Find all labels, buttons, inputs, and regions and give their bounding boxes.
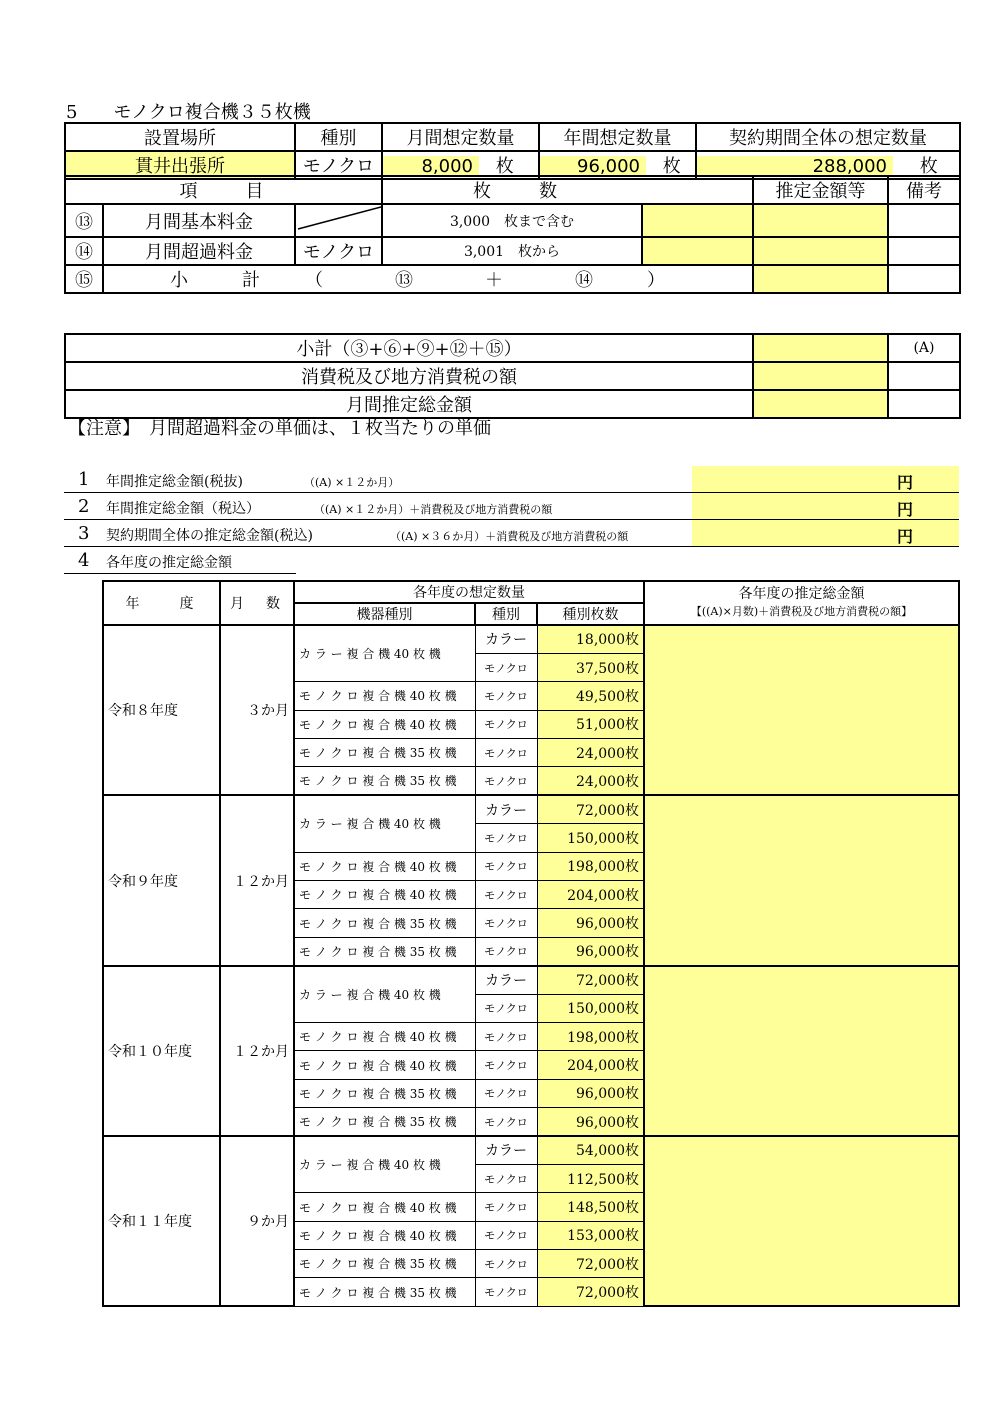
kind-cell: モノクロ [475, 739, 537, 767]
summary-monthly-total-value[interactable] [753, 390, 888, 418]
months-label: １２か月 [220, 795, 294, 965]
kind-cell: モノクロ [475, 710, 537, 738]
row-13-count: 3,000 枚まで含む [382, 204, 642, 237]
device-type-cell: モ ノ ク ロ 複 合 機 40 枚 機 [294, 852, 475, 880]
header-kind-count: 種別枚数 [537, 603, 644, 625]
device-type-cell: モ ノ ク ロ 複 合 機 35 枚 機 [294, 767, 475, 795]
device-type-cell: カ ラ ー 複 合 機 40 枚 機 [294, 1136, 475, 1193]
year-row [103, 625, 959, 653]
summary-subtotal-value[interactable] [753, 334, 888, 362]
kind-count-cell: 96,000枚 [537, 909, 644, 937]
row-14-unit-price[interactable] [642, 237, 753, 265]
kind-cell: モノクロ [475, 653, 537, 681]
device-type-cell: モ ノ ク ロ 複 合 機 40 枚 機 [294, 1051, 475, 1079]
kind-cell: モノクロ [475, 1164, 537, 1192]
year-label: 令和９年度 [103, 795, 220, 965]
kind-cell: モノクロ [475, 824, 537, 852]
item-4-underline [64, 573, 296, 574]
header-type: 種別 [295, 123, 382, 151]
header-device-type: 機器種別 [294, 603, 475, 625]
device-type-cell: モ ノ ク ロ 複 合 機 35 枚 機 [294, 1250, 475, 1278]
row-15-label: 小 計 （ ⑬ ＋ ⑭ ） [103, 265, 753, 293]
row-13-no: ⑬ [65, 204, 103, 237]
yen-label: 円 [896, 473, 913, 492]
summary-monthly-total-label: 月間推定総金額 [65, 390, 753, 418]
device-type-cell: モ ノ ク ロ 複 合 機 40 枚 機 [294, 1193, 475, 1221]
kind-count-cell: 72,000枚 [537, 966, 644, 994]
device-type-cell: モ ノ ク ロ 複 合 機 35 枚 機 [294, 1079, 475, 1107]
device-type-cell: カ ラ ー 複 合 機 40 枚 機 [294, 625, 475, 682]
kind-cell: モノクロ [475, 881, 537, 909]
row-13-name: 月間基本料金 [103, 204, 295, 237]
year-estimate-cell[interactable] [644, 625, 959, 795]
kind-count-cell: 150,000枚 [537, 824, 644, 852]
row-14-no: ⑭ [65, 237, 103, 265]
device-type-cell: モ ノ ク ロ 複 合 機 40 枚 機 [294, 1221, 475, 1249]
kind-count-cell: 96,000枚 [537, 1108, 644, 1136]
kind-count-cell: 24,000枚 [537, 739, 644, 767]
header-months: 月 数 [220, 581, 294, 625]
kind-count-cell: 204,000枚 [537, 881, 644, 909]
kind-count-cell: 72,000枚 [537, 1250, 644, 1278]
type-value: モノクロ [295, 151, 382, 179]
header-kind: 種別 [475, 603, 537, 625]
device-type-cell: カ ラ ー 複 合 機 40 枚 機 [294, 795, 475, 852]
kind-count-cell: 49,500枚 [537, 682, 644, 710]
kind-cell: モノクロ [475, 1079, 537, 1107]
kind-cell: モノクロ [475, 1022, 537, 1050]
year-label: 令和１０年度 [103, 966, 220, 1136]
year-row [103, 1136, 959, 1164]
kind-cell: モノクロ [475, 1250, 537, 1278]
kind-count-cell: 153,000枚 [537, 1221, 644, 1249]
header-location: 設置場所 [65, 123, 295, 151]
months-label: ３か月 [220, 625, 294, 795]
row-14-remarks[interactable] [888, 237, 960, 265]
header-estimate: 推定金額等 [753, 176, 888, 204]
year-table [102, 580, 960, 1307]
months-label: ９か月 [220, 1136, 294, 1306]
kind-count-cell: 18,000枚 [537, 625, 644, 653]
year-estimate-cell[interactable] [644, 1136, 959, 1306]
annual-item-1-value[interactable] [692, 466, 959, 492]
monthly-qty-value[interactable]: 8,000 [383, 156, 479, 177]
device-type-cell: モ ノ ク ロ 複 合 機 40 枚 機 [294, 881, 475, 909]
annual-item-1: 1 年間推定総金額(税抜) （(A) ×１２か月） 円 [64, 466, 959, 493]
kind-cell: カラー [475, 795, 537, 823]
row-15-no: ⑮ [65, 265, 103, 293]
kind-count-cell: 96,000枚 [537, 937, 644, 965]
summary-monthly-total-note [888, 390, 960, 418]
kind-count-cell: 96,000枚 [537, 1079, 644, 1107]
kind-cell: モノクロ [475, 994, 537, 1022]
kind-count-cell: 150,000枚 [537, 994, 644, 1022]
summary-table [64, 333, 961, 419]
row-13-type-slash [295, 204, 382, 237]
kind-cell: モノクロ [475, 767, 537, 795]
device-type-cell: カ ラ ー 複 合 機 40 枚 機 [294, 966, 475, 1023]
kind-cell: モノクロ [475, 1193, 537, 1221]
annual-qty-value[interactable]: 96,000 [540, 156, 646, 177]
annual-qty-unit: 枚 [662, 156, 681, 177]
diagonal-slash [296, 205, 382, 231]
total-qty-value[interactable]: 288,000 [697, 156, 893, 177]
device-type-cell: モ ノ ク ロ 複 合 機 40 枚 機 [294, 682, 475, 710]
kind-cell: モノクロ [475, 909, 537, 937]
device-type-cell: モ ノ ク ロ 複 合 機 35 枚 機 [294, 937, 475, 965]
row-13-remarks[interactable] [888, 204, 960, 237]
annual-item-3: 3 契約期間全体の推定総金額(税込) （(A) ×３６か月）＋消費税及び地方消費税の額 円 [64, 520, 959, 547]
kind-cell: カラー [475, 966, 537, 994]
year-label: 令和８年度 [103, 625, 220, 795]
kind-count-cell: 198,000枚 [537, 1022, 644, 1050]
yen-label: 円 [896, 527, 913, 546]
device-type-cell: モ ノ ク ロ 複 合 機 35 枚 機 [294, 1278, 475, 1306]
installation-table [64, 122, 961, 180]
row-14-name: 月間超過料金 [103, 237, 295, 265]
header-year: 年 度 [103, 581, 220, 625]
kind-count-cell: 198,000枚 [537, 852, 644, 880]
kind-cell: カラー [475, 625, 537, 653]
year-estimate-cell[interactable] [644, 966, 959, 1136]
year-row [103, 795, 959, 823]
device-type-cell: モ ノ ク ロ 複 合 機 40 枚 機 [294, 710, 475, 738]
kind-count-cell: 24,000枚 [537, 767, 644, 795]
header-total-qty: 契約期間全体の想定数量 [696, 123, 960, 151]
annual-item-2-value[interactable] [692, 493, 959, 519]
header-monthly-qty: 月間想定数量 [382, 123, 539, 151]
kind-count-cell: 204,000枚 [537, 1051, 644, 1079]
row-13-unit-price[interactable] [642, 204, 753, 237]
summary-subtotal-note: (A) [888, 334, 960, 362]
row-14-count: 3,001 枚から [382, 237, 642, 265]
kind-cell: モノクロ [475, 1221, 537, 1249]
kind-count-cell: 72,000枚 [537, 795, 644, 823]
summary-subtotal-label: 小計（③+⑥+⑨+⑫＋⑮） [65, 334, 753, 362]
kind-cell: モノクロ [475, 682, 537, 710]
kind-cell: モノクロ [475, 1278, 537, 1306]
header-item: 項 目 [65, 176, 382, 204]
item-table [64, 175, 961, 294]
summary-tax-label: 消費税及び地方消費税の額 [65, 362, 753, 390]
kind-cell: モノクロ [475, 852, 537, 880]
annual-items [64, 466, 959, 573]
header-count: 枚 数 [382, 176, 753, 204]
kind-count-cell: 148,500枚 [537, 1193, 644, 1221]
device-type-cell: モ ノ ク ロ 複 合 機 35 枚 機 [294, 909, 475, 937]
kind-count-cell: 37,500枚 [537, 653, 644, 681]
row-15-remarks[interactable] [888, 265, 960, 293]
annual-item-3-value[interactable] [692, 520, 959, 546]
location-value[interactable]: 貫井出張所 [65, 151, 295, 179]
row-15-estimate[interactable] [753, 265, 888, 293]
device-type-cell: モ ノ ク ロ 複 合 機 35 枚 機 [294, 1108, 475, 1136]
year-label: 令和１１年度 [103, 1136, 220, 1306]
kind-cell: モノクロ [475, 1108, 537, 1136]
header-estimate: 各年度の推定総金額 [738, 586, 865, 602]
header-expected-qty: 各年度の想定数量 [294, 581, 644, 603]
summary-tax-value[interactable] [753, 362, 888, 390]
header-estimate-note: 【((A)×月数)＋消費税及び地方消費税の額】 [690, 605, 913, 618]
total-qty-unit: 枚 [919, 156, 938, 177]
kind-cell: モノクロ [475, 1051, 537, 1079]
annual-item-4: 4 各年度の推定総金額 [64, 547, 959, 573]
kind-count-cell: 112,500枚 [537, 1164, 644, 1192]
notice-text: 【注意】 月間超過料金の単価は、１枚当たりの単価 [68, 418, 491, 439]
annual-item-2: 2 年間推定総金額（税込） （(A) ×１２か月）＋消費税及び地方消費税の額 円 [64, 493, 959, 520]
kind-count-cell: 51,000枚 [537, 710, 644, 738]
year-table-body [103, 625, 959, 1306]
section-title: 5 モノクロ複合機３５枚機 [66, 102, 311, 123]
row-14-estimate[interactable] [753, 237, 888, 265]
summary-tax-note [888, 362, 960, 390]
row-14-type: モノクロ [295, 237, 382, 265]
monthly-qty-unit: 枚 [495, 156, 514, 177]
year-estimate-cell[interactable] [644, 795, 959, 965]
kind-cell: モノクロ [475, 937, 537, 965]
kind-count-cell: 72,000枚 [537, 1278, 644, 1306]
header-annual-qty: 年間想定数量 [539, 123, 696, 151]
device-type-cell: モ ノ ク ロ 複 合 機 35 枚 機 [294, 739, 475, 767]
months-label: １２か月 [220, 966, 294, 1136]
year-row [103, 966, 959, 994]
row-13-estimate[interactable] [753, 204, 888, 237]
kind-cell: カラー [475, 1136, 537, 1164]
header-remarks: 備考 [888, 176, 960, 204]
device-type-cell: モ ノ ク ロ 複 合 機 40 枚 機 [294, 1022, 475, 1050]
yen-label: 円 [896, 500, 913, 519]
kind-count-cell: 54,000枚 [537, 1136, 644, 1164]
